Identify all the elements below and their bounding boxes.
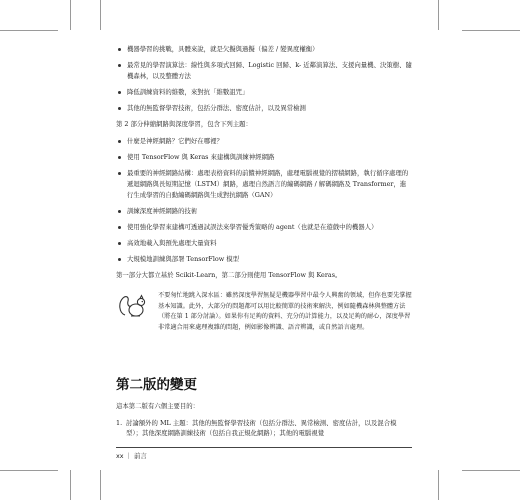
list-item: 降低訓練資料的維數，來對抗「維數詛咒」: [116, 87, 412, 98]
crop-mark: [70, 0, 71, 30]
list-item: [116, 418, 412, 439]
list-item: 訓練深度神經網路的技術: [116, 206, 412, 217]
part2-intro: 第 2 部分伸縮網路與深度學習，包含下列主題：: [116, 120, 252, 129]
list-item: 機器學習的挑戰，具體來說，就是欠擬與過擬（偏差 / 變異度權衡）: [116, 44, 412, 55]
crop-mark: [462, 470, 520, 471]
part1-basis: 第一部分大都立基於 Scikit-Learn，第二部分則使用 TensorFlow 與 Keras。: [116, 271, 342, 280]
bullet-list-part1: [116, 44, 412, 114]
crop-mark: [462, 30, 520, 31]
footer-page-label: xx ｜ 前言: [116, 452, 147, 460]
crop-mark: [100, 470, 101, 500]
section-heading: 第二版的變更: [116, 377, 197, 394]
tip-note-text: 不要匆忙地跳入深水區：雖然深度學習無疑是機器學習中最令人興奮的領域，但你也要先掌握基本知識。此外，大部分的問題都可以用比較簡單的技術來解決，例如隨機森林與整體方法（將在第 1 部分討論）。如果你有足夠的資料、充分的計算能力，以及足夠的耐心，深度學習非常適合用來處理複雜的問題，例如影像辨識、語音辨識，或自然語言處理。: [158, 292, 412, 331]
list-item: 大規模地訓練與部署 TensorFlow 模型: [116, 254, 412, 265]
list-item: 使用強化學習來建構可透過試誤法來學習優秀策略的 agent（也就是在遊戲中的機器人）: [116, 222, 412, 233]
list-item: 最常見的學習演算法：線性與多項式回歸、Logistic 回歸、k- 近鄰演算法、支援向量機、決策樹、隨機森林，以及整體方法: [116, 60, 412, 81]
footer-rule: [116, 447, 412, 448]
list-item: 其他的無監督學習技術，包括分群法、密度估計，以及異常檢測: [116, 103, 412, 114]
list-item-text: 討論額外的 ML 主題：其他的無監督學習技術（包括分群法、異常檢測、密度估計，以及混合模型）；其他深度網路訓練技術（包括自我正規化網路）；其他的電腦視覺: [126, 418, 397, 438]
crop-mark: [0, 30, 58, 31]
crop-mark: [0, 470, 58, 471]
list-item: 什麼是神經網路？它們好在哪裡？: [116, 136, 412, 147]
crop-mark: [438, 0, 439, 30]
tip-note: [116, 291, 412, 351]
crop-mark: [100, 0, 101, 30]
squirrel-tip-icon: [116, 291, 150, 321]
crop-mark: [70, 470, 71, 500]
list-item: 最重要的神經網路結構：處理表格資料的前饋神經網路，處理電腦視覺的摺積網路，執行循序處理的遞迴網路與長短期記憶（LSTM）網路，處理自然語言的編碼網路 / 解碼網路及 Transformer，進行生成學習的自動編碼網路與生成對抗網路（GAN）: [116, 168, 412, 200]
page-content: [116, 44, 412, 439]
bullet-list-part2: [116, 136, 412, 265]
list-item: 高效地載入與預先處理大量資料: [116, 238, 412, 249]
list-number: 1.: [116, 418, 123, 427]
crop-mark: [438, 470, 439, 500]
list-item: 使用 TensorFlow 與 Keras 來建構與訓練神經網路: [116, 152, 412, 163]
section-intro: 這本第二版有六個主要目的：: [116, 402, 200, 411]
page-footer: [116, 447, 412, 460]
numbered-list: [116, 418, 412, 439]
